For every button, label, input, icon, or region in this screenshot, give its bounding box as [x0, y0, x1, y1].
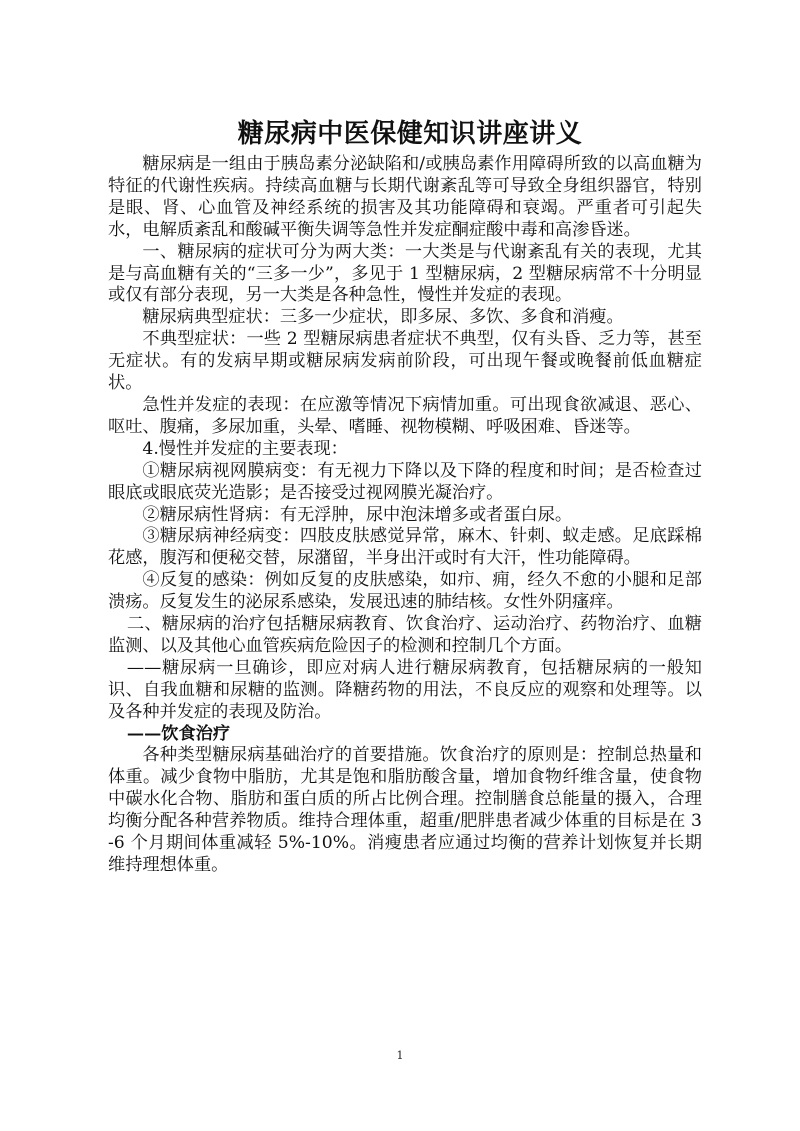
paragraph-education: ——糖尿病一旦确诊，即应对病人进行糖尿病教育，包括糖尿病的一般知识、自我血糖和尿糖的监测。降糖药物的用法，不良反应的观察和处理等。以及各种并发症的表现及防治。 — [108, 657, 702, 722]
page-number: 1 — [396, 1049, 404, 1062]
paragraph-treatment-overview: 二、糖尿病的治疗包括糖尿病教育、饮食治疗、运动治疗、药物治疗、血糖监测、以及其他心血管疾病危险因子的检测和控制几个方面。 — [108, 614, 702, 656]
paragraph-infections: ④反复的感染：例如反复的皮肤感染，如疖、痈，经久不愈的小腿和足部溃疡。反复发生的泌尿系感染，发展迅速的肺结核。女性外阴瘙痒。 — [108, 570, 702, 613]
document-title: 糖尿病中医保健知识讲座讲义 — [237, 119, 583, 149]
paragraph-chronic-complications-heading: 4.慢性并发症的主要表现： — [142, 438, 348, 459]
paragraph-diet-heading: ——饮食治疗 — [126, 723, 231, 744]
paragraph-diet-therapy: 各种类型糖尿病基础治疗的首要措施。饮食治疗的原则是：控制总热量和体重。减少食物中脂肪，尤其是饱和脂肪酸含量，增加食物纤维含量，使食物中碳水化合物、脂肪和蛋白质的所占比例合理。控制膳食总能量的摄入，合理均衡分配各种营养物质。维持合理体重，超重/肥胖患者减少体重的目标是在 3-6 个月期间体重减轻 5%-10%。消瘦患者应通过均衡的营养计划恢复并长期维持理想体重。 — [108, 745, 702, 875]
paragraph-symptom-categories: 一、糖尿病的症状可分为两大类：一大类是与代谢紊乱有关的表现，尤其是与高血糖有关的“三多一少”，多见于 1 型糖尿病，2 型糖尿病常不十分明显或仅有部分表现，另一大类是各种急性，慢性并发症的表现。 — [108, 241, 702, 306]
paragraph-acute-complications: 急性并发症的表现：在应激等情况下病情加重。可出现食欲减退、恶心、呕吐、腹痛，多尿加重，头晕、嗜睡、视物模糊、呼吸困难、昏迷等。 — [108, 394, 702, 437]
paragraph-atypical-symptoms: 不典型症状：一些 2 型糖尿病患者症状不典型，仅有头昏、乏力等，甚至无症状。有的发病早期或糖尿病发病前阶段，可出现午餐或晚餐前低血糖症状。 — [108, 329, 702, 394]
document-page — [108, 114, 702, 877]
paragraph-intro: 糖尿病是一组由于胰岛素分泌缺陷和/或胰岛素作用障碍所致的以高血糖为特征的代谢性疾病。持续高血糖与长期代谢紊乱等可导致全身组织器官，特别是眼、肾、心血管及神经系统的损害及其功能障碍和衰竭。严重者可引起失水，电解质紊乱和酸碱平衡失调等急性并发症酮症酸中毒和高渗昏迷。 — [108, 154, 702, 240]
paragraph-neuropathy: ③糖尿病神经病变：四肢皮肤感觉异常，麻木、针刺、蚁走感。足底踩棉花感，腹泻和便秘交替，尿潴留，半身出汗或时有大汗，性功能障碍。 — [108, 526, 702, 569]
paragraph-nephropathy: ②糖尿病性肾病：有无浮肿，尿中泡沫增多或者蛋白尿。 — [142, 504, 573, 525]
paragraph-typical-symptoms: 糖尿病典型症状：三多一少症状，即多尿、多饮、多食和消瘦。 — [142, 307, 624, 328]
paragraph-retinopathy: ①糖尿病视网膜病变：有无视力下降以及下降的程度和时间；是否检查过眼底或眼底荧光造影；是否接受过视网膜光凝治疗。 — [108, 460, 702, 503]
